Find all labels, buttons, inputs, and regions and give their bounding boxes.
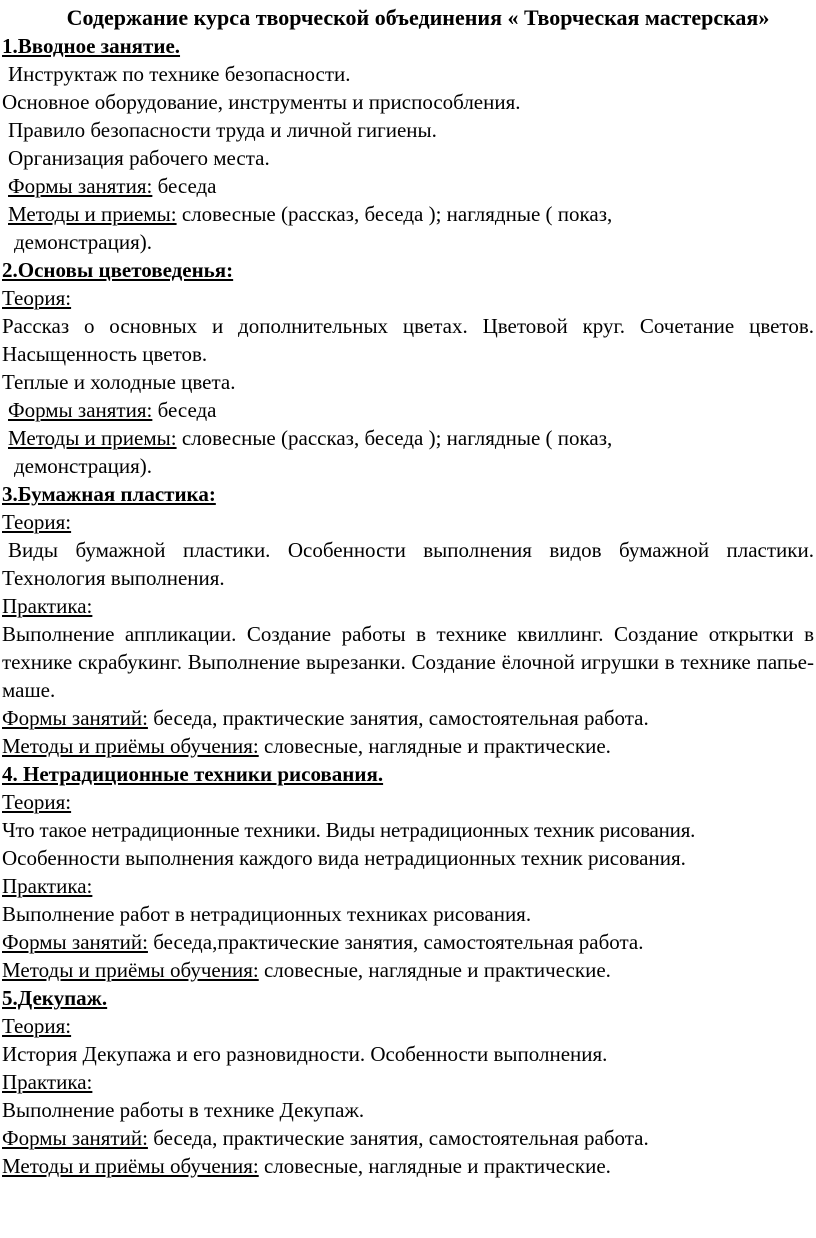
forms-label: Формы занятий: xyxy=(2,1126,148,1150)
forms-label: Формы занятия: xyxy=(8,174,153,198)
methods-value: словесные, наглядные и практические. xyxy=(258,1154,611,1178)
methods-label: Методы и приёмы обучения: xyxy=(2,1154,259,1178)
methods-line xyxy=(2,956,814,984)
methods-line xyxy=(2,1152,814,1180)
theory-text: История Декупажа и его разновидности. Особенности выполнения. xyxy=(2,1042,608,1066)
practice-text: Выполнение аппликации. Создание работы в технике квиллинг. Создание открытки в технике скрабукинг. Выполнение вырезанки. Создание ёлочной игрушки в технике папье-маше. xyxy=(2,622,814,702)
section-heading: 2.Основы цветоведенья: xyxy=(2,258,234,282)
theory-label: Теория: xyxy=(2,510,72,534)
forms-value: беседа xyxy=(152,174,217,198)
section-2 xyxy=(2,256,814,480)
forms-value: беседа,практические занятия, самостоятельная работа. xyxy=(147,930,644,954)
theory-text: Особенности выполнения каждого вида нетрадиционных техник рисования. xyxy=(2,846,686,870)
forms-label: Формы занятий: xyxy=(2,706,148,730)
forms-line xyxy=(2,172,814,200)
forms-line xyxy=(2,928,814,956)
methods-value: словесные, наглядные и практические. xyxy=(258,958,611,982)
methods-continuation: демонстрация). xyxy=(14,454,152,478)
theory-text: Теплые и холодные цвета. xyxy=(2,370,236,394)
theory-label: Теория: xyxy=(2,286,72,310)
methods-line xyxy=(2,200,814,228)
practice-text: Выполнение работы в технике Декупаж. xyxy=(2,1098,365,1122)
methods-continuation: демонстрация). xyxy=(14,230,152,254)
section-5 xyxy=(2,984,814,1180)
methods-value: словесные (рассказ, беседа ); наглядные ( показ, xyxy=(176,426,613,450)
methods-label: Методы и приемы: xyxy=(8,202,177,226)
methods-label: Методы и приемы: xyxy=(8,426,177,450)
text-line: Инструктаж по технике безопасности. xyxy=(8,62,351,86)
forms-line xyxy=(2,1124,814,1152)
theory-label: Теория: xyxy=(2,1014,72,1038)
practice-label: Практика: xyxy=(2,594,93,618)
forms-value: беседа xyxy=(152,398,217,422)
methods-value: словесные (рассказ, беседа ); наглядные ( показ, xyxy=(176,202,613,226)
section-heading: 4. Нетрадиционные техники рисования. xyxy=(2,762,384,786)
forms-line xyxy=(2,704,814,732)
forms-label: Формы занятия: xyxy=(8,398,153,422)
forms-label: Формы занятий: xyxy=(2,930,148,954)
forms-value: беседа, практические занятия, самостоятельная работа. xyxy=(147,1126,649,1150)
theory-label: Теория: xyxy=(2,790,72,814)
theory-text: Что такое нетрадиционные техники. Виды нетрадиционных техник рисования. xyxy=(2,818,696,842)
section-3 xyxy=(2,480,814,760)
forms-value: беседа, практические занятия, самостоятельная работа. xyxy=(147,706,649,730)
theory-text: Рассказ о основных и дополнительных цветах. Цветовой круг. Сочетание цветов. Насыщенность цветов. xyxy=(2,314,814,366)
section-4 xyxy=(2,760,814,984)
page-title: Содержание курса творческой объединения « Творческая мастерская» xyxy=(66,5,770,30)
methods-line xyxy=(2,732,814,760)
practice-label: Практика: xyxy=(2,1070,93,1094)
section-heading: 5.Декупаж. xyxy=(2,986,108,1010)
practice-text: Выполнение работ в нетрадиционных техниках рисования. xyxy=(2,902,532,926)
forms-line xyxy=(2,396,814,424)
text-line: Правило безопасности труда и личной гигиены. xyxy=(8,118,437,142)
methods-label: Методы и приёмы обучения: xyxy=(2,958,259,982)
section-1 xyxy=(2,32,814,256)
methods-value: словесные, наглядные и практические. xyxy=(258,734,611,758)
text-line: Организация рабочего места. xyxy=(8,146,270,170)
section-heading: 1.Вводное занятие. xyxy=(2,34,181,58)
methods-label: Методы и приёмы обучения: xyxy=(2,734,259,758)
text-line: Основное оборудование, инструменты и приспособления. xyxy=(2,90,521,114)
theory-text: Виды бумажной пластики. Особенности выполнения видов бумажной пластики. Технология выполнения. xyxy=(2,538,814,590)
practice-label: Практика: xyxy=(2,874,93,898)
section-heading: 3.Бумажная пластика: xyxy=(2,482,216,506)
methods-line xyxy=(2,424,814,452)
